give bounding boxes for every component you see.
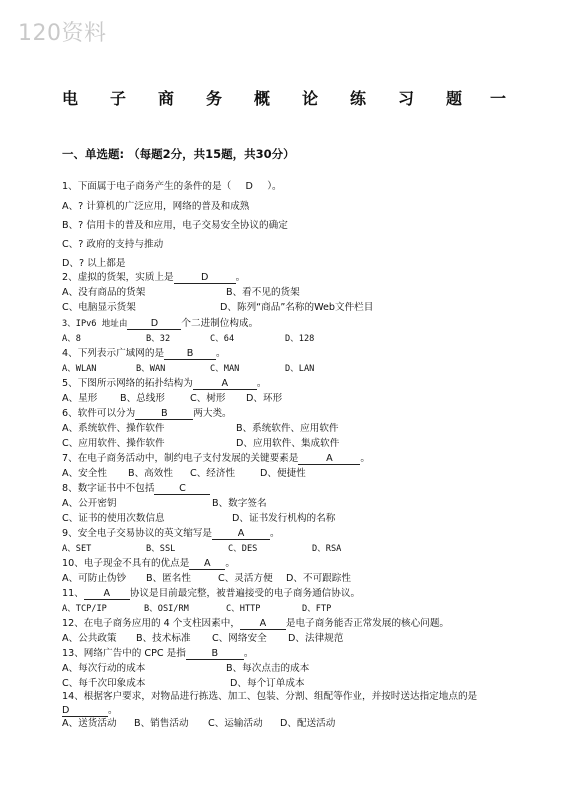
question-number: 11、	[62, 588, 84, 599]
option-c: C、DES	[228, 544, 258, 554]
option-b: B、SSL	[146, 544, 176, 554]
option-c: C、? 政府的支持与推动	[62, 239, 164, 250]
question-stem: 协议是目前最完整，被普遍接受的电子商务通信协议。	[129, 588, 361, 599]
title-char: 习	[398, 89, 415, 108]
watermark-logo: 120资料	[18, 21, 107, 46]
question-tail: 。	[216, 348, 226, 359]
question-10	[62, 558, 235, 570]
question-3	[62, 318, 258, 330]
question-9	[62, 528, 280, 540]
question-stem: 3、IPv6 地址由	[62, 319, 128, 329]
option-d: D、法律规范	[288, 633, 344, 644]
question-2	[62, 272, 245, 284]
question-tail: 。	[243, 648, 254, 659]
option-c: C、经济性	[190, 468, 236, 479]
question-stem: 是电子商务能否正常发展的核心问题。	[285, 618, 450, 629]
option-b: B、? 信用卡的普及和应用，电子交易安全协议的确定	[62, 220, 288, 231]
option-b: B、技术标准	[136, 633, 191, 644]
answer-blank: A	[240, 618, 286, 630]
answer-blank: D	[174, 272, 236, 284]
option-a: A、系统软件、操作软件	[62, 423, 165, 434]
option-a: A、8	[62, 334, 81, 344]
title-char: 子	[110, 89, 127, 108]
option-c: C、证书的使用次数信息	[62, 513, 165, 524]
question-tail: 。	[235, 272, 246, 283]
answer-blank: A	[189, 558, 225, 570]
answer-blank: A	[193, 378, 257, 390]
answer-blank: B	[164, 348, 216, 360]
question-13	[62, 648, 253, 660]
question-tail: 。	[225, 558, 235, 569]
question-tail: 。	[270, 528, 280, 539]
question-stem: ）。	[267, 181, 282, 192]
option-c: C、MAN	[210, 364, 240, 374]
option-d: D、配送活动	[280, 718, 336, 729]
question-6	[62, 408, 232, 420]
question-stem: 两大类。	[193, 408, 232, 419]
question-8	[62, 483, 210, 495]
question-11	[62, 588, 360, 600]
option-b: B、高效性	[128, 468, 173, 479]
question-tail: 。	[256, 378, 267, 389]
option-a: A、没有商品的货架	[62, 287, 146, 298]
option-d: D、应用软件、集成软件	[236, 438, 340, 449]
title-char: 题	[446, 89, 463, 108]
option-d: D、不可跟踪性	[286, 573, 351, 584]
option-d: D、便捷性	[260, 468, 306, 479]
question-4	[62, 348, 226, 360]
option-b: B、每次点击的成本	[226, 663, 310, 674]
question-stem: 4、下列表示广域网的是	[62, 348, 165, 359]
option-b: B、匿名性	[146, 573, 191, 584]
question-stem: 10、电子现金不具有的优点是	[62, 558, 190, 569]
answer-blank: B	[186, 648, 244, 660]
option-d: D、每个订单成本	[230, 678, 305, 689]
option-a: A、公共政策	[62, 633, 117, 644]
question-12	[62, 618, 449, 630]
question-stem: 13、网络广告中的 CPC 是指	[62, 648, 186, 659]
title-char: 练	[350, 89, 367, 108]
question-14: 14、根据客户要求，对物品进行拣选、加工、包装、分割、组配等作业，并按时送达指定地点的是	[62, 691, 478, 702]
option-c: C、运输活动	[208, 718, 263, 729]
option-d: D、证书发行机构的名称	[232, 513, 336, 524]
question-14-answer	[62, 705, 118, 717]
option-d: D、RSA	[312, 544, 342, 554]
option-b: B、WAN	[136, 364, 166, 374]
answer-blank: A	[298, 453, 360, 465]
title-char: 一	[490, 89, 507, 108]
option-a: A、安全性	[62, 468, 107, 479]
answer-blank: B	[135, 408, 193, 420]
option-a: A、每次行动的成本	[62, 663, 146, 674]
option-b: B、数字签名	[212, 498, 267, 509]
question-7	[62, 453, 370, 465]
question-stem: 7、在电子商务活动中，制约电子支付发展的关键要素是	[62, 453, 299, 464]
option-a: A、可防止伪钞	[62, 573, 127, 584]
question-stem: 2、虚拟的货架，实质上是	[62, 272, 174, 283]
option-b: B、看不见的货架	[226, 287, 300, 298]
option-a: A、公开密钥	[62, 498, 117, 509]
option-c: C、灵活方便	[218, 573, 273, 584]
question-stem: 12、在电子商务应用的 4 个支柱因素中，	[62, 618, 240, 629]
question-tail: 。	[360, 453, 370, 464]
answer-blank: A	[212, 528, 270, 540]
option-c: C、电脑显示货架	[62, 302, 136, 313]
option-d: D、? 以上都是	[62, 258, 126, 269]
question-stem: 6、软件可以分为	[62, 408, 136, 419]
answer-blank: C	[154, 483, 210, 495]
option-b: B、系统软件、应用软件	[236, 423, 339, 434]
question-tail: 。	[108, 705, 118, 716]
option-a: A、TCP/IP	[62, 604, 107, 614]
question-stem: 个二进制位构成。	[181, 318, 259, 329]
question-stem: 1、下面属于电子商务产生的条件的是（	[62, 181, 232, 192]
option-a: A、星形	[62, 393, 98, 404]
option-c: C、应用软件、操作软件	[62, 438, 165, 449]
answer-blank: D	[127, 318, 181, 330]
option-a: A、送货活动	[62, 718, 117, 729]
option-d: D、LAN	[285, 364, 315, 374]
option-d: D、环形	[246, 393, 283, 404]
page-title	[0, 86, 565, 108]
option-a: A、WLAN	[62, 364, 97, 374]
option-c: C、树形	[190, 393, 226, 404]
option-b: B、销售活动	[134, 718, 189, 729]
option-c: C、64	[210, 334, 235, 344]
option-b: B、OSI/RM	[144, 604, 189, 614]
option-c: C、每千次印象成本	[62, 678, 146, 689]
answer-blank: D	[62, 705, 108, 717]
option-d: D、128	[285, 334, 315, 344]
option-a: A、SET	[62, 544, 92, 554]
option-a: A、? 计算机的广泛应用，网络的普及和成熟	[62, 201, 250, 212]
option-c: C、HTTP	[226, 604, 261, 614]
title-char: 论	[302, 89, 319, 108]
question-1	[62, 181, 282, 193]
title-char: 电	[62, 89, 79, 108]
question-stem: 9、安全电子交易协议的英文缩写是	[62, 528, 213, 539]
section-heading: 一、单选题: （每题2分，共15题，共30分）	[62, 147, 295, 161]
option-d: D、FTP	[302, 604, 332, 614]
answer-blank: A	[84, 588, 130, 600]
question-stem: 8、数字证书中不包括	[62, 483, 155, 494]
option-c: C、网络安全	[212, 633, 267, 644]
option-b: B、总线形	[120, 393, 165, 404]
title-char: 概	[254, 89, 271, 108]
option-d: D、陈列“商品”名称的Web文件栏目	[220, 302, 374, 313]
title-char: 商	[158, 89, 175, 108]
answer-blank: D	[245, 181, 253, 192]
title-char: 务	[206, 89, 223, 108]
question-5	[62, 378, 266, 390]
option-b: B、32	[146, 334, 171, 344]
question-stem: 5、下图所示网络的拓扑结构为	[62, 378, 193, 389]
